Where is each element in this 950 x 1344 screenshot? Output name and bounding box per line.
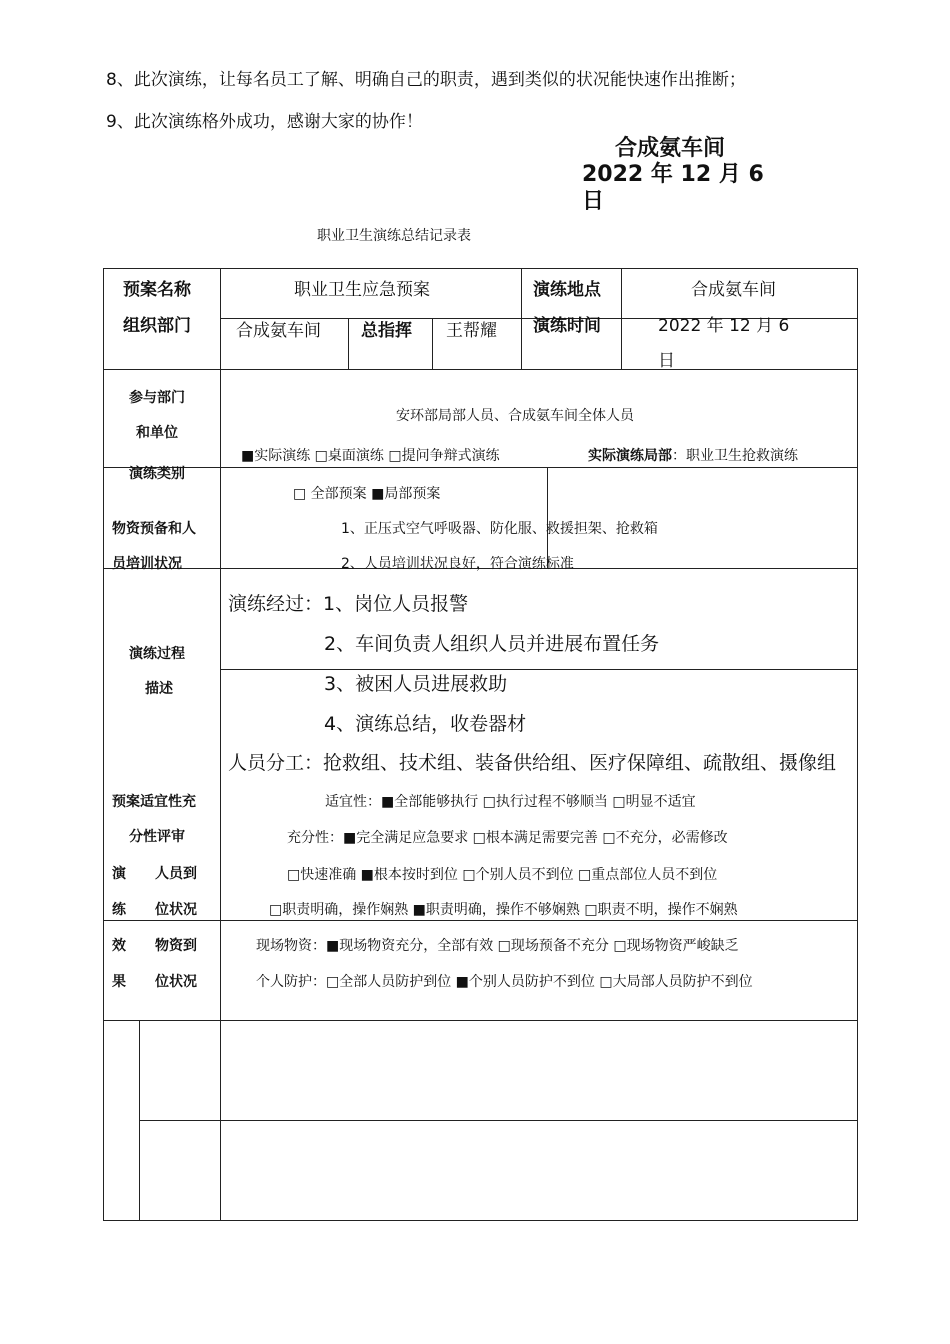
location-label: 演练地点 <box>533 280 601 300</box>
paragraph-9: 9、此次演练格外成功，感谢大家的协作！ <box>106 112 423 132</box>
time-value-day: 日 <box>658 351 675 371</box>
process-line-2: 2、车间负责人组织人员并进展布置任务 <box>324 633 660 655</box>
process-line-4: 4、演练总结，收卷器材 <box>324 713 527 735</box>
commander-value: 王帮耀 <box>446 321 497 341</box>
drill-type-options: ■实际演练 □桌面演练 □提问争辩式演练 <box>241 448 500 464</box>
location-value: 合成氨车间 <box>691 280 776 300</box>
signature-date-day: 日 <box>582 189 605 214</box>
paragraph-8: 8、此次演练，让每名员工了解、明确自己的职责，遇到类似的状况能快速作出推断； <box>106 70 746 90</box>
materials-line-2: 2、人员培训状况良好，符合演练标准 <box>341 556 574 572</box>
plan-name-label: 预案名称 <box>123 280 191 300</box>
arrival-label: 人员到 <box>155 866 197 882</box>
effect-char-1: 演 <box>112 866 126 882</box>
arrival-line-2: □职责明确，操作娴熟 ■职责明确，操作不够娴熟 □职责不明，操作不娴熟 <box>269 902 738 918</box>
effect-char-4: 果 <box>112 974 126 990</box>
sufficiency-line: 充分性：■完全满足应急要求 □根本满足需要完善 □不充分，必需修改 <box>287 830 728 846</box>
process-line-5: 人员分工：抢救组、技术组、装备供给组、医疗保障组、疏散组、摄像组 <box>228 752 837 774</box>
signature-org: 合成氨车间 <box>615 136 726 161</box>
actual-drill-part <box>588 445 798 465</box>
arrival-line-1: □快速准确 ■根本按时到位 □个别人员不到位 □重点部位人员不到位 <box>287 867 718 883</box>
supply-label-2: 位状况 <box>155 974 197 990</box>
supply-line-1: 现场物资：■现场物资充分，全部有效 □现场预备不充分 □现场物资严峻缺乏 <box>256 938 739 954</box>
plan-name-value: 职业卫生应急预案 <box>294 280 430 300</box>
materials-label-2: 员培训状况 <box>112 556 182 572</box>
actual-drill-part-value: ：职业卫生抢救演练 <box>672 448 798 464</box>
org-dept-label: 组织部门 <box>123 316 191 336</box>
suitability-label-2: 分性评审 <box>129 829 185 845</box>
process-line-1: 演练经过：1、岗位人员报警 <box>228 593 469 615</box>
process-label-2: 描述 <box>145 681 173 697</box>
supply-label: 物资到 <box>155 938 197 954</box>
supply-line-2: 个人防护：□全部人员防护到位 ■个别人员防护不到位 □大局部人员防护不到位 <box>256 974 753 990</box>
table-title: 职业卫生演练总结记录表 <box>317 228 471 244</box>
signature-date: 2022 年 12 月 6 <box>582 162 764 187</box>
participants-label-2: 和单位 <box>136 425 178 441</box>
commander-label: 总指挥 <box>361 321 412 341</box>
org-dept-value: 合成氨车间 <box>236 321 321 341</box>
plan-scope: □ 全部预案 ■局部预案 <box>293 486 441 502</box>
drill-type-label: 演练类别 <box>129 466 185 482</box>
arrival-label-2: 位状况 <box>155 902 197 918</box>
suitability-label: 预案适宜性充 <box>112 794 196 810</box>
process-label: 演练过程 <box>129 646 185 662</box>
participants-value: 安环部局部人员、合成氨车间全体人员 <box>396 408 634 424</box>
effect-char-3: 效 <box>112 938 126 954</box>
materials-line-1: 1、正压式空气呼吸器、防化服、救援担架、抢救箱 <box>341 521 658 537</box>
process-line-3: 3、被困人员进展救助 <box>324 673 508 695</box>
materials-label: 物资预备和人 <box>112 521 196 537</box>
participants-label: 参与部门 <box>129 390 185 406</box>
actual-drill-part-label: 实际演练局部 <box>588 448 672 464</box>
time-value: 2022 年 12 月 6 <box>658 316 790 336</box>
effect-char-2: 练 <box>112 902 126 918</box>
time-label: 演练时间 <box>533 316 601 336</box>
suitability-line: 适宜性：■全部能够执行 □执行过程不够顺当 □明显不适宜 <box>325 794 696 810</box>
